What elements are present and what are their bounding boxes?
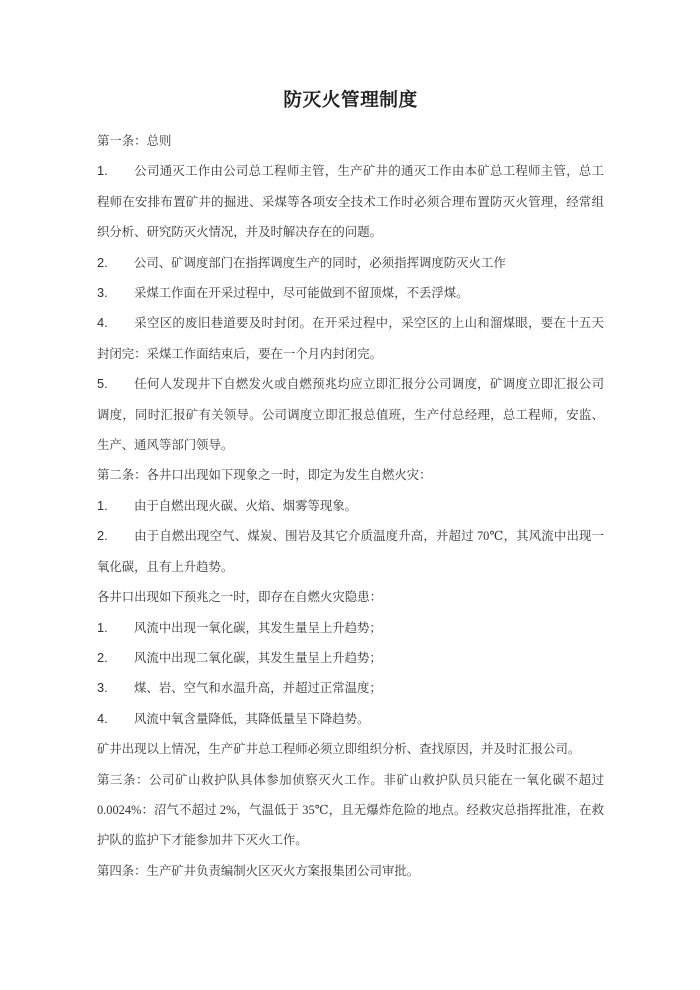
list-number: 2. — [97, 649, 108, 665]
list-item — [97, 156, 604, 247]
paragraph-text: 风流中氧含量降低，其降低量呈下降趋势。 — [134, 711, 370, 726]
paragraph-text: 第三条：公司矿山救护队具体参加侦察灭火工作。非矿山救护队员只能在一氧化碳不超过 0.0024%：沼气不超过 2%，气温低于 35℃，且无爆炸危险的地点。经救灾总指挥批准，在救护队的监护下才能参加井下灭火工作。 — [97, 772, 604, 848]
paragraph-text: 风流中出现一氧化碳，其发生量呈上升趋势； — [134, 620, 382, 635]
list-item — [97, 521, 604, 582]
list-number: 1. — [97, 497, 108, 513]
list-item — [97, 278, 604, 308]
list-number: 2. — [97, 254, 108, 270]
paragraph-text: 采空区的废旧巷道要及时封闭。在开采过程中，采空区的上山和溜煤眼，要在十五天封闭完：采煤工作面结束后，要在一个月内封闭完。 — [97, 316, 604, 361]
article-heading-3 — [97, 765, 604, 856]
list-item — [97, 308, 604, 369]
list-number: 4. — [97, 710, 108, 726]
paragraph-text: 各井口出现如下预兆之一时，即存在自燃火灾隐患： — [97, 590, 382, 605]
paragraph-text: 第四条：生产矿井负责编制火区灭火方案报集团公司审批。 — [97, 863, 420, 878]
paragraph-text: 由于自燃出现火碳、火焰、烟雾等现象。 — [134, 498, 358, 513]
paragraph-text: 第一条：总则 — [97, 134, 172, 148]
list-item — [97, 613, 604, 643]
paragraph-text: 采煤工作面在开采过程中，尽可能做到不留顶煤，不丢浮煤。 — [134, 286, 469, 301]
paragraph-text: 公司、矿调度部门在指挥调度生产的同时，必须指挥调度防灭火工作 — [134, 255, 506, 270]
list-item — [97, 704, 604, 734]
document-title: 防灭火管理制度 — [283, 90, 418, 111]
document-body — [97, 126, 604, 886]
article-heading-1 — [97, 126, 604, 156]
paragraph-text: 风流中出现二氧化碳，其发生量呈上升趋势； — [134, 650, 382, 665]
paragraph — [97, 734, 604, 764]
list-item — [97, 673, 604, 703]
paragraph-text: 任何人发现井下自燃发火或自燃预兆均应立即汇报分公司调度，矿调度立即汇报公司调度，同时汇报矿有关领导。公司调度立即汇报总值班，生产付总经理，总工程师，安监、生产、通风等部门领导。 — [97, 377, 604, 453]
paragraph-text: 矿井出现以上情况，生产矿井总工程师必须立即组织分析、查找原因，并及时汇报公司。 — [97, 742, 581, 757]
list-item — [97, 643, 604, 673]
list-number: 3. — [97, 680, 108, 696]
list-item — [97, 248, 604, 278]
article-heading-4 — [97, 856, 604, 886]
list-number: 4. — [97, 315, 108, 331]
list-number: 1. — [97, 163, 108, 179]
paragraph-text: 由于自燃出现空气、煤炭、围岩及其它介质温度升高，并超过 70℃，其风流中出现一氧化碳，且有上升趋势。 — [97, 529, 604, 574]
list-item — [97, 491, 604, 521]
list-number: 5. — [97, 376, 108, 392]
list-item — [97, 369, 604, 460]
paragraph-text: 公司通灭工作由公司总工程师主管，生产矿井的通灭工作由本矿总工程师主管，总工程师在安排布置矿井的掘进、采煤等各项安全技术工作时必须合理布置防灭火管理，经常组织分析、研究防灭火情况，并及时解决存在的问题。 — [97, 164, 604, 240]
list-number: 2. — [97, 528, 108, 544]
paragraph-text: 第二条：各井口出现如下现象之一时，即定为发生自燃火灾： — [97, 468, 432, 483]
paragraph — [97, 582, 604, 612]
article-heading-2 — [97, 460, 604, 490]
list-number: 1. — [97, 619, 108, 635]
paragraph-text: 煤、岩、空气和水温升高，并超过正常温度； — [134, 681, 382, 696]
list-number: 3. — [97, 285, 108, 301]
